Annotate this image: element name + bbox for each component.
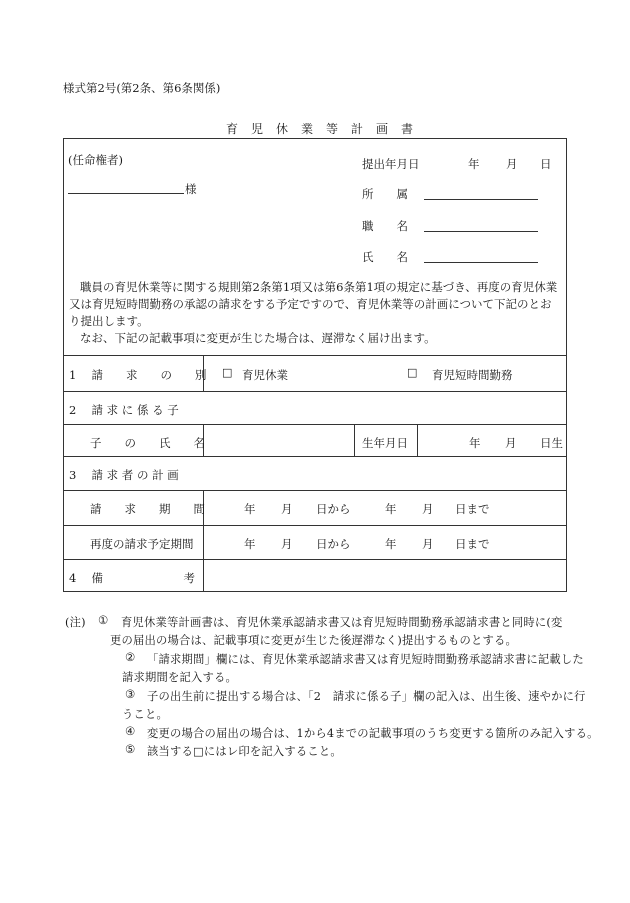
birth-year: 年	[469, 436, 481, 450]
note5-number: ⑤	[125, 743, 136, 756]
birth-date-label: 生年月日	[362, 436, 408, 450]
re-period-label: 再度の請求予定期間	[90, 537, 194, 551]
submit-day: 日	[540, 157, 552, 171]
name-line[interactable]	[424, 262, 538, 263]
note3-line1: 子の出生前に提出する場合は、「2 請求に係る子」欄の記入は、出生後、速やかに行	[147, 690, 586, 703]
row-divider	[63, 355, 567, 356]
statement-line4: なお、下記の記載事項に変更が生じた場合は、遅滞なく届け出ます。	[80, 331, 436, 345]
row-divider	[63, 456, 567, 457]
box-top	[63, 138, 567, 139]
note4-number: ④	[125, 725, 136, 738]
appointer-label: (任命権者)	[68, 153, 123, 167]
birth-day: 日生	[540, 436, 563, 450]
position-line[interactable]	[424, 231, 538, 232]
statement-line1: 職員の育児休業等に関する規則第2条第1項又は第6条第1項の規定に基づき、再度の育児休業	[80, 280, 558, 294]
period-from-year: 年	[244, 502, 256, 516]
re-period-from-day: 日から	[316, 537, 351, 551]
appointer-line[interactable]	[68, 193, 184, 194]
note4-line1: 変更の場合の届出の場合は、1から4までの記載事項のうち変更する箇所のみ記入する。	[147, 727, 599, 740]
note5-line1: 該当する□にはレ印を記入すること。	[147, 745, 342, 758]
sama-label: 様	[185, 182, 197, 196]
re-period-to-month: 月	[422, 537, 434, 551]
form-number: 様式第2号(第2条、第6条関係)	[63, 81, 221, 95]
period-from-month: 月	[281, 502, 293, 516]
row3-label: 3 請 求 者 の 計 画	[69, 468, 179, 482]
box-left	[63, 138, 64, 592]
note3-number: ③	[125, 688, 136, 701]
note2-number: ②	[125, 651, 136, 664]
period-from-day: 日から	[316, 502, 351, 516]
row4-label: 4 備 考	[69, 571, 195, 585]
period-to-year: 年	[385, 502, 397, 516]
row-divider	[63, 424, 567, 425]
statement-line2: 又は育児短時間勤務の承認の請求をする予定ですので、育児休業等の計画について下記のとお	[69, 297, 552, 311]
child-name-label: 子 の 氏 名	[90, 436, 205, 450]
re-period-to-year: 年	[385, 537, 397, 551]
note1-line1: 育児休業等計画書は、育児休業承認請求書又は育児短時間勤務承認請求書と同時に(変	[121, 616, 563, 629]
birth-month: 月	[505, 436, 517, 450]
col-divider	[417, 424, 418, 457]
affiliation-label: 所 属	[362, 187, 408, 201]
row-divider	[63, 391, 567, 392]
period-to-day: 日まで	[455, 502, 490, 516]
option-childcare-leave: 育児休業	[242, 368, 288, 382]
position-label: 職 名	[362, 219, 408, 233]
note2-line2: 請求期間を記入する。	[122, 671, 237, 684]
affiliation-line[interactable]	[424, 199, 538, 200]
re-period-to-day: 日まで	[455, 537, 490, 551]
row2-label: 2 請 求 に 係 る 子	[69, 403, 179, 417]
re-period-from-year: 年	[244, 537, 256, 551]
period-to-month: 月	[422, 502, 434, 516]
page-title: 育児休業等計画書	[226, 122, 427, 136]
option-short-time-work: 育児短時間勤務	[432, 368, 513, 382]
box-bottom	[63, 591, 567, 592]
period-label: 請 求 期 間	[90, 502, 205, 516]
col-divider	[354, 424, 355, 457]
checkbox-short-time-work[interactable]: □	[407, 366, 418, 379]
submit-year: 年	[468, 157, 480, 171]
checkbox-childcare-leave[interactable]: □	[222, 366, 233, 379]
note2-line1: 「請求期間」欄には、育児休業承認請求書又は育児短時間勤務承認請求書に記載した	[147, 653, 584, 666]
re-period-from-month: 月	[281, 537, 293, 551]
note3-line2: うこと。	[122, 708, 168, 721]
row-divider	[63, 490, 567, 491]
notes-prefix: (注)	[65, 616, 86, 629]
row1-label: 1 請 求 の 別	[69, 368, 207, 382]
note1-number: ①	[98, 614, 109, 627]
submit-month: 月	[506, 157, 518, 171]
submit-date-label: 提出年月日	[362, 157, 420, 171]
name-label: 氏 名	[362, 250, 408, 264]
row-divider	[63, 525, 567, 526]
box-right	[566, 138, 567, 592]
statement-line3: り提出します。	[69, 314, 149, 328]
row-divider	[63, 559, 567, 560]
note1-line2: 更の届出の場合は、記載事項に変更が生じた後遅滞なく)提出するものとする。	[110, 634, 518, 647]
